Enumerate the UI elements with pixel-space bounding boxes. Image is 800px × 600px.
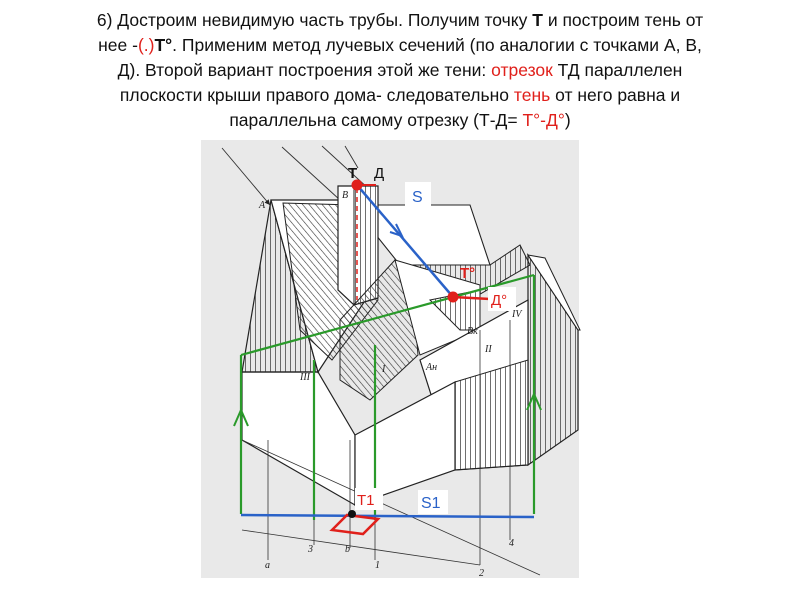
- caption-text: ТД параллелен: [552, 60, 683, 80]
- label-2: 2: [479, 568, 484, 579]
- label-roman-2: II: [485, 344, 492, 355]
- label-ak: Aн: [426, 362, 438, 373]
- caption-red-text: (.): [137, 35, 155, 55]
- label-b-upper: B: [342, 190, 349, 201]
- ground-line-s1: [241, 515, 534, 517]
- point-t0: [448, 292, 459, 303]
- label-t0: Т°: [460, 265, 476, 282]
- label-1: 1: [375, 560, 380, 571]
- label-t: Т: [348, 165, 358, 182]
- label-roman-3: III: [300, 372, 310, 383]
- caption-text: . Применим метод лучевых сечений (по аналогии с точками А, В,: [172, 35, 702, 55]
- caption-text: от него равна и: [550, 85, 681, 105]
- label-a-lower: a: [265, 560, 270, 571]
- caption-text: и построим тень от: [542, 10, 704, 30]
- label-d: Д: [374, 165, 385, 182]
- label-s: S: [412, 189, 423, 206]
- light-ray: [322, 146, 370, 190]
- point-t1: [348, 510, 356, 518]
- left-house-front-wall: [242, 372, 355, 505]
- caption-red-text: отрезок: [491, 60, 553, 80]
- caption-text: Д). Второй вариант построения этой же тени:: [117, 60, 492, 80]
- caption-point-t: Т: [532, 10, 543, 30]
- caption-text: плоскости крыши правого дома- следовательно: [119, 85, 514, 105]
- label-roman-1: I: [382, 364, 386, 375]
- label-t1: Т1: [357, 492, 375, 509]
- label-d0: Д°: [491, 292, 508, 309]
- label-bk: Bк: [467, 326, 478, 337]
- caption-text: нее -: [98, 35, 138, 55]
- caption-point-t0: Т°: [154, 35, 173, 55]
- caption-red-text: тень: [513, 85, 551, 105]
- label-b-lower: b: [345, 544, 350, 555]
- label-s1: S1: [421, 495, 441, 512]
- label-4: 4: [509, 538, 514, 549]
- label-roman-4: IV: [512, 309, 522, 320]
- label-3: 3: [308, 544, 313, 555]
- caption-text: параллельна самому отрезку (Т-Д=: [229, 110, 523, 130]
- light-ray: [222, 148, 270, 205]
- t1-shadow-parallelogram: [332, 515, 378, 534]
- caption-text: 6) Достроим невидимую часть трубы. Получим точку: [96, 10, 533, 30]
- caption-text: ): [564, 110, 571, 130]
- caption-red-text: Т°-Д°: [522, 110, 565, 130]
- label-a-upper: A: [259, 200, 266, 211]
